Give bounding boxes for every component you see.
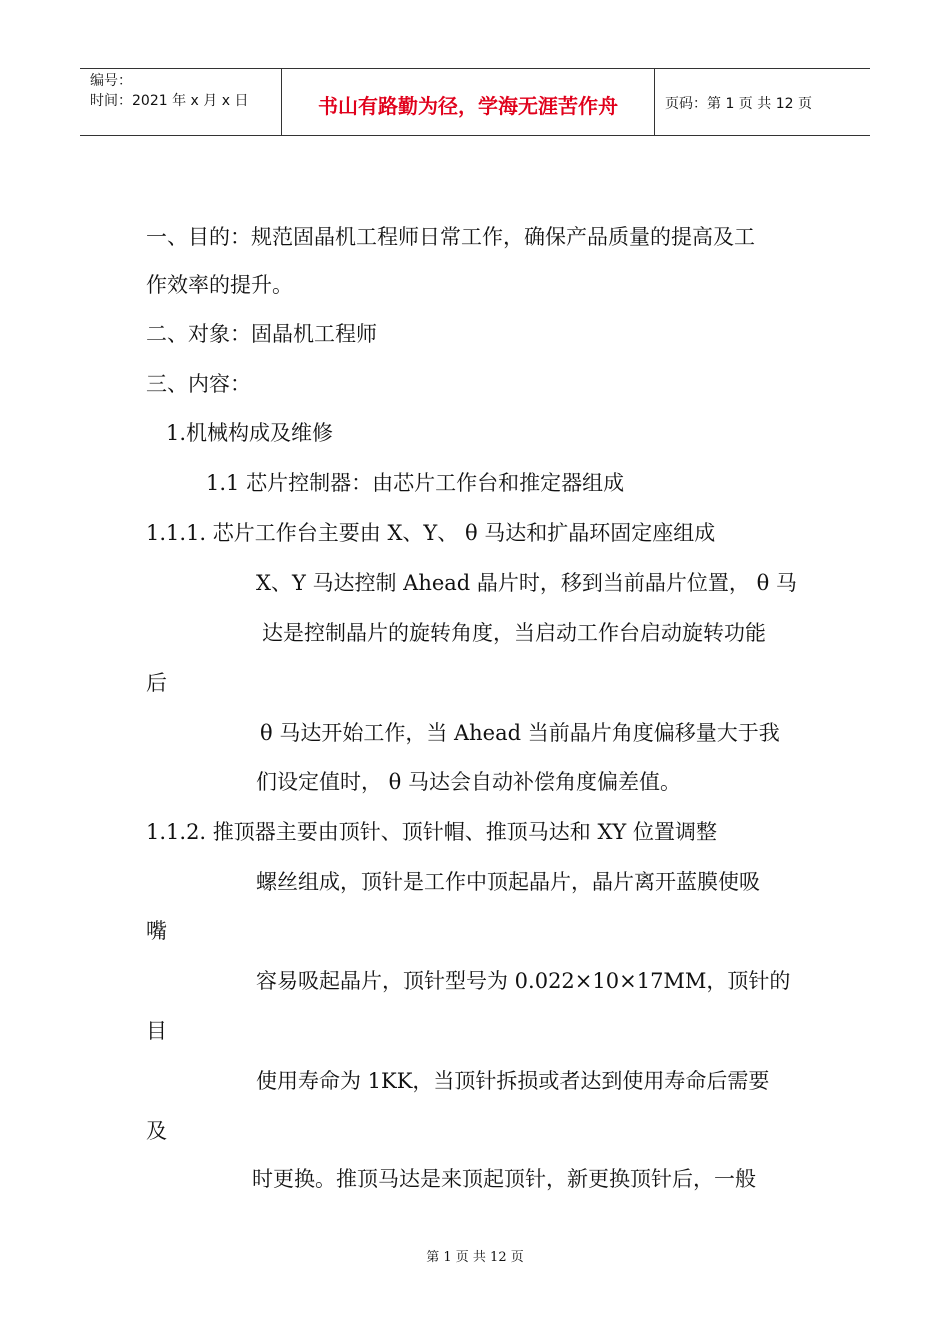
body-line: 目	[146, 1019, 167, 1043]
page-footer: 第 1 页 共 12 页	[426, 1250, 524, 1265]
body-line: 1.1.1. 芯片工作台主要由 X、Y、 θ 马达和扩晶环固定座组成	[146, 521, 716, 545]
body-line: 嘴	[146, 919, 167, 943]
body-line: 1.1 芯片控制器：由芯片工作台和推定器组成	[206, 471, 625, 495]
page-header	[80, 68, 870, 136]
body-line: 使用寿命为 1KK，当顶针拆损或者达到使用寿命后需要	[256, 1069, 770, 1093]
header-page-info: 页码：第 1 页 共 12 页	[665, 96, 812, 112]
body-line: X、Y 马达控制 Ahead 晶片时，移到当前晶片位置， θ 马	[256, 571, 797, 595]
body-line: 达是控制晶片的旋转角度，当启动工作台启动旋转功能	[262, 621, 766, 645]
body-line: 1.机械构成及维修	[166, 421, 334, 445]
body-line: 作效率的提升。	[146, 273, 293, 297]
body-line: 时更换。推顶马达是来顶起顶针，新更换顶针后，一般	[252, 1167, 756, 1191]
body-line: 1.1.2. 推顶器主要由顶针、顶针帽、推顶马达和 XY 位置调整	[146, 820, 717, 844]
body-line: θ 马达开始工作，当 Ahead 当前晶片角度偏移量大于我	[260, 721, 780, 745]
header-motto: 书山有路勤为径，学海无涯苦作舟	[282, 69, 655, 135]
body-line: 二、对象：固晶机工程师	[146, 322, 377, 346]
body-line: 螺丝组成，顶针是工作中顶起晶片，晶片离开蓝膜使吸	[256, 870, 760, 894]
body-line: 及	[146, 1119, 167, 1143]
body-line: 一、目的：规范固晶机工程师日常工作，确保产品质量的提高及工	[146, 225, 755, 249]
body-line: 后	[146, 671, 167, 695]
document-date: 时间：2021 年 x 月 x 日	[90, 93, 249, 109]
body-line: 三、内容：	[146, 372, 251, 396]
header-meta	[80, 69, 282, 135]
document-number: 编号：	[90, 73, 132, 89]
body-line: 们设定值时， θ 马达会自动补偿角度偏差值。	[256, 770, 681, 794]
body-line: 容易吸起晶片，顶针型号为 0.022×10×17MM，顶针的	[256, 969, 791, 993]
